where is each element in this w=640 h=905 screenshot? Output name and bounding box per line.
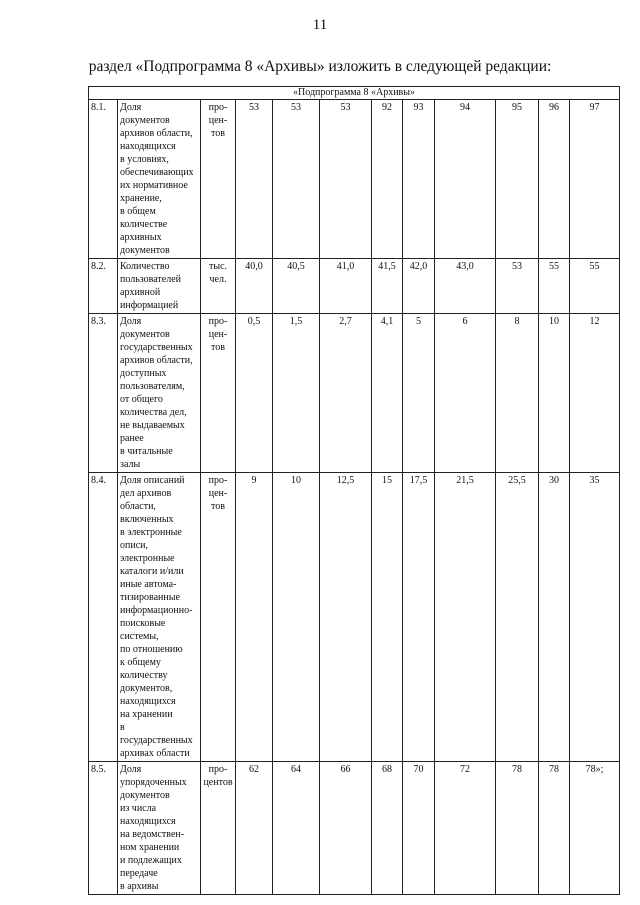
value-cell: 10 — [273, 473, 320, 762]
value-cell: 62 — [236, 762, 273, 895]
value-cell: 53 — [496, 259, 539, 314]
value-cell: 78»; — [570, 762, 620, 895]
row-number: 8.4. — [89, 473, 118, 762]
value-cell: 12 — [570, 314, 620, 473]
row-number: 8.1. — [89, 100, 118, 259]
value-cell: 35 — [570, 473, 620, 762]
value-cell: 55 — [570, 259, 620, 314]
value-cell: 66 — [320, 762, 372, 895]
unit-cell: про- цен- тов — [201, 473, 236, 762]
value-cell: 17,5 — [403, 473, 435, 762]
indicator-name: Доля упорядоченных документов из числа находящихся на ведомствен- ном хранении и подлежащих передаче в архивы — [118, 762, 201, 895]
value-cell: 30 — [539, 473, 570, 762]
table-row — [89, 259, 620, 314]
value-cell: 94 — [435, 100, 496, 259]
value-cell: 5 — [403, 314, 435, 473]
section-heading: раздел «Подпрограмма 8 «Архивы» изложить в следующей редакции: — [88, 58, 552, 75]
value-cell: 6 — [435, 314, 496, 473]
indicators-table — [88, 86, 620, 895]
subprogram-title: «Подпрограмма 8 «Архивы» — [89, 87, 620, 100]
value-cell: 41,0 — [320, 259, 372, 314]
value-cell: 53 — [273, 100, 320, 259]
table-row — [89, 762, 620, 895]
value-cell: 8 — [496, 314, 539, 473]
value-cell: 97 — [570, 100, 620, 259]
table-row — [89, 473, 620, 762]
table-row — [89, 314, 620, 473]
row-number: 8.5. — [89, 762, 118, 895]
value-cell: 78 — [539, 762, 570, 895]
value-cell: 72 — [435, 762, 496, 895]
indicator-name: Доля документов архивов области, находящихся в условиях, обеспечивающих их нормативное хранение, в общем количестве архивных документов — [118, 100, 201, 259]
indicator-name: Доля документов государственных архивов области, доступных пользователям, от общего количества дел, не выдаваемых ранее в читальные залы — [118, 314, 201, 473]
row-number: 8.2. — [89, 259, 118, 314]
value-cell: 21,5 — [435, 473, 496, 762]
unit-cell: про- цен- тов — [201, 100, 236, 259]
indicator-name: Доля описаний дел архивов области, включенных в электронные описи, электронные каталоги и/или иные автома- тизированные информационно- поисковые системы, по отношению к общему количеству документов, находящихся на хранении в государственных архивах области — [118, 473, 201, 762]
value-cell: 96 — [539, 100, 570, 259]
value-cell: 78 — [496, 762, 539, 895]
value-cell: 70 — [403, 762, 435, 895]
indicator-name: Количество пользователей архивной информацией — [118, 259, 201, 314]
value-cell: 25,5 — [496, 473, 539, 762]
value-cell: 2,7 — [320, 314, 372, 473]
value-cell: 40,0 — [236, 259, 273, 314]
value-cell: 92 — [372, 100, 403, 259]
value-cell: 95 — [496, 100, 539, 259]
value-cell: 55 — [539, 259, 570, 314]
value-cell: 43,0 — [435, 259, 496, 314]
value-cell: 4,1 — [372, 314, 403, 473]
unit-cell: про- цен- тов — [201, 314, 236, 473]
value-cell: 40,5 — [273, 259, 320, 314]
row-number: 8.3. — [89, 314, 118, 473]
value-cell: 53 — [320, 100, 372, 259]
value-cell: 9 — [236, 473, 273, 762]
value-cell: 0,5 — [236, 314, 273, 473]
unit-cell: тыс. чел. — [201, 259, 236, 314]
value-cell: 68 — [372, 762, 403, 895]
value-cell: 42,0 — [403, 259, 435, 314]
value-cell: 53 — [236, 100, 273, 259]
value-cell: 1,5 — [273, 314, 320, 473]
unit-cell: про- центов — [201, 762, 236, 895]
value-cell: 10 — [539, 314, 570, 473]
value-cell: 15 — [372, 473, 403, 762]
value-cell: 93 — [403, 100, 435, 259]
value-cell: 12,5 — [320, 473, 372, 762]
value-cell: 64 — [273, 762, 320, 895]
table-row — [89, 100, 620, 259]
page-number: 11 — [312, 17, 328, 33]
value-cell: 41,5 — [372, 259, 403, 314]
